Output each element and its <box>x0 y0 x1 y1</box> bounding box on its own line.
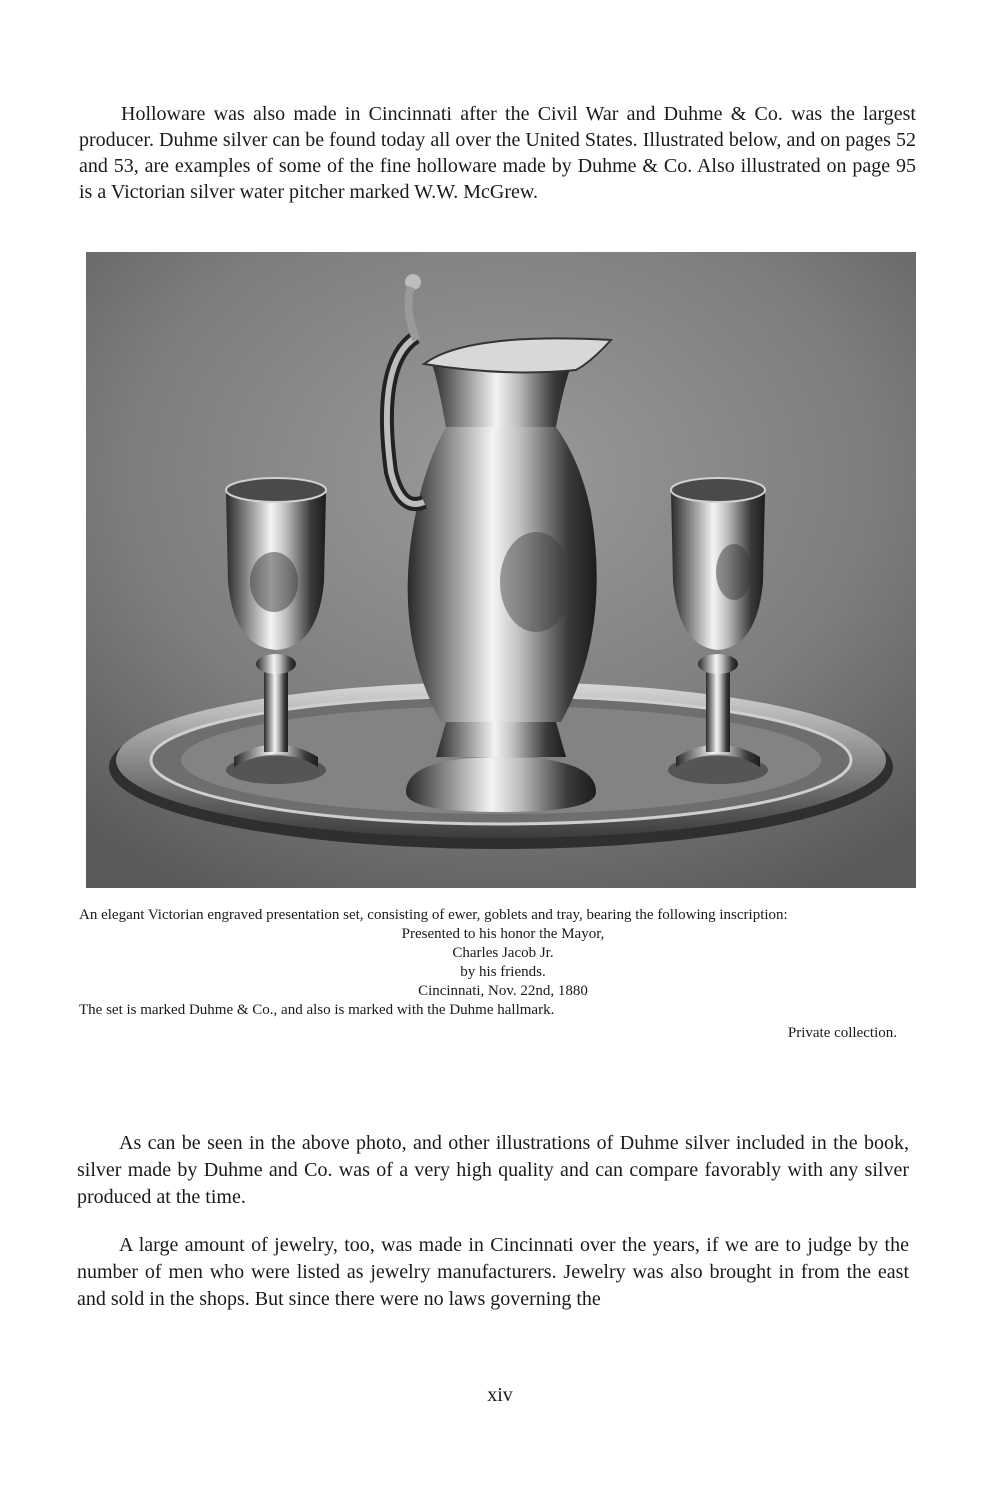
inscription-line: Charles Jacob Jr. <box>452 945 554 961</box>
caption-intro: An elegant Victorian engraved presentation set, consisting of ewer, goblets and tray, bearing the following inscription: <box>79 907 788 923</box>
caption-credit: Private collection. <box>787 1025 897 1041</box>
photo-caption <box>79 906 897 1043</box>
body-paragraph-quality: As can be seen in the above photo, and other illustrations of Duhme silver included in the book, silver made by Duhme and Co. was of a very high quality and can compare favorably with any silver produced at the time. <box>77 1132 909 1208</box>
caption-inscription <box>79 925 897 1001</box>
inscription-line: by his friends. <box>460 964 546 980</box>
photo-silver-presentation-set <box>86 252 916 888</box>
inscription-line: Presented to his honor the Mayor, <box>401 926 605 942</box>
inscription-line: Cincinnati, Nov. 22nd, 1880 <box>418 983 588 999</box>
body-paragraph-jewelry: A large amount of jewelry, too, was made in Cincinnati over the years, if we are to judge by the number of men who were listed as jewelry manufacturers. Jewelry was also brought in from the east and sold in the shops. But since there were no laws governing the <box>77 1234 909 1310</box>
caption-hallmark-note: The set is marked Duhme & Co., and also is marked with the Duhme hallmark. <box>79 1002 555 1018</box>
page-number: xiv <box>487 1384 513 1406</box>
body-paragraph-holloware: Holloware was also made in Cincinnati after the Civil War and Duhme & Co. was the largest producer. Duhme silver can be found today all over the United States. Illustrated below, and on pages 52 and 53, are examples of some of the fine holloware made by Duhme & Co. Also illustrated on page 95 is a Victorian silver water pitcher marked W.W. McGrew. <box>79 103 916 203</box>
